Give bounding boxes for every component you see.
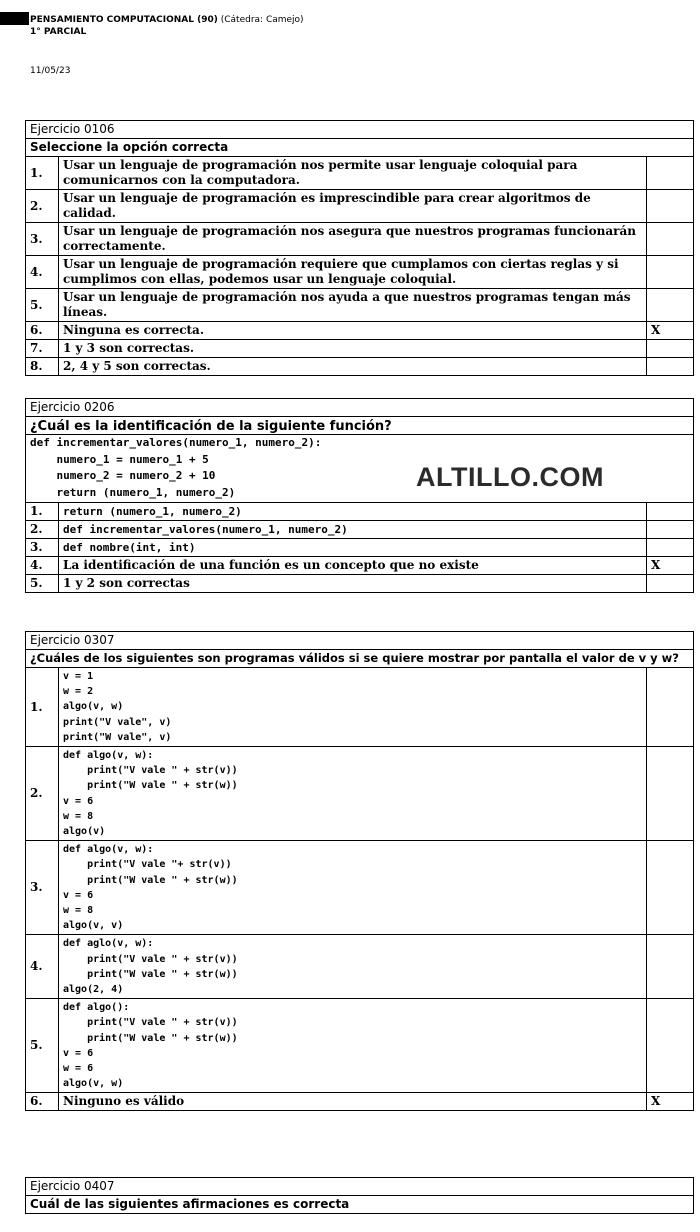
exercise-title: Ejercicio 0206 [26,399,694,417]
answer-mark [647,575,694,593]
answer-mark [647,223,694,256]
answer-mark [647,358,694,376]
exercise-title: Ejercicio 0106 [26,121,694,139]
option-number: 3. [26,223,59,256]
code-snippet: def algo(v, w): print("V vale "+ str(v)) print("W vale " + str(w)) v = 6 w = 8 algo(v, v) [63,844,238,932]
exercise-question: Cuál de las siguientes afirmaciones es correcta [26,1196,694,1214]
code-snippet: v = 1 w = 2 algo(v, w) print("V vale", v) print("W vale", v) [63,671,172,743]
option-row [26,289,694,322]
exercise-0206-table [25,398,694,593]
option-number: 5. [26,575,59,593]
option-text: def nombre(int, int) [59,539,647,557]
option-row [26,340,694,358]
answer-mark [647,521,694,539]
option-text: Usar un lenguaje de programación es imprescindible para crear algoritmos de calidad. [59,190,647,223]
answer-mark [647,999,694,1093]
answer-mark [647,747,694,841]
answer-mark [647,190,694,223]
option-row [26,575,694,593]
option-row [26,503,694,521]
option-number: 1. [26,157,59,190]
option-row [26,557,694,575]
answer-mark: X [647,322,694,340]
option-text: Usar un lenguaje de programación requiere que cumplamos con ciertas reglas y si cumplimos con ellas, podemos usar un lenguaje coloquial. [59,256,647,289]
option-number: 2. [26,521,59,539]
code-block: def incrementar_valores(numero_1, numero_2): numero_1 = numero_1 + 5 numero_2 = numero_2 + 10 return (numero_1, numero_2) [30,436,322,499]
answer-mark [647,256,694,289]
code-snippet: def algo(): print("V vale " + str(v)) print("W vale " + str(w)) v = 6 w = 6 algo(v, w) [63,1002,238,1090]
option-row [26,841,694,935]
answer-mark: X [647,557,694,575]
option-number: 1. [26,668,59,747]
option-row [26,539,694,557]
exercise-0407-table [25,1177,694,1214]
answer-mark: X [647,1093,694,1111]
option-number: 6. [26,1093,59,1111]
answer-mark [647,539,694,557]
exercise-question: Seleccione la opción correcta [26,139,694,157]
answer-mark [647,935,694,999]
option-row [26,999,694,1093]
option-number: 4. [26,935,59,999]
option-row [26,935,694,999]
option-number: 6. [26,322,59,340]
option-text: return (numero_1, numero_2) [59,503,647,521]
option-text: Usar un lenguaje de programación nos ayuda a que nuestros programas tengan más líneas. [59,289,647,322]
option-row [26,668,694,747]
exercise-question: ¿Cuál es la identificación de la siguiente función? [26,417,694,435]
exercise-0307-table [25,631,694,1111]
option-row [26,1093,694,1111]
answer-mark [647,157,694,190]
option-number: 2. [26,190,59,223]
option-row [26,521,694,539]
option-number: 4. [26,557,59,575]
code-cell [59,668,647,747]
exercise-title: Ejercicio 0307 [26,632,694,650]
option-text: def incrementar_valores(numero_1, numero_2) [59,521,647,539]
code-snippet: def algo(v, w): print("V vale " + str(v)) print("W vale " + str(w)) v = 6 w = 8 algo(v) [63,750,238,838]
option-text: 1 y 2 son correctas [59,575,647,593]
exam-name: 1° PARCIAL [30,27,87,37]
code-snippet: def aglo(v, w): print("V vale " + str(v)) print("W vale " + str(w)) algo(2, 4) [63,938,238,996]
answer-mark [647,503,694,521]
option-number: 2. [26,747,59,841]
code-cell [59,935,647,999]
black-bar [0,12,29,25]
option-text: Usar un lenguaje de programación nos permite usar lenguaje coloquial para comunicarnos con la computadora. [59,157,647,190]
option-number: 1. [26,503,59,521]
option-text: Ninguna es correcta. [59,322,647,340]
answer-mark [647,289,694,322]
option-number: 5. [26,999,59,1093]
option-row [26,223,694,256]
option-number: 4. [26,256,59,289]
exercise-title: Ejercicio 0407 [26,1178,694,1196]
option-text: Ninguno es válido [59,1093,647,1111]
option-row [26,157,694,190]
option-number: 8. [26,358,59,376]
exercise-0106-table [25,120,694,376]
option-row [26,358,694,376]
option-text: Usar un lenguaje de programación nos asegura que nuestros programas funcionarán correctamente. [59,223,647,256]
option-row [26,747,694,841]
option-number: 3. [26,539,59,557]
document-header [30,14,304,38]
course-title: PENSAMIENTO COMPUTACIONAL (90) [30,15,218,25]
code-cell [59,841,647,935]
watermark: ALTILLO.COM [416,462,604,492]
option-number: 5. [26,289,59,322]
answer-mark [647,668,694,747]
option-row [26,256,694,289]
answer-mark [647,340,694,358]
exam-date: 11/05/23 [30,66,71,76]
option-text: La identificación de una función es un concepto que no existe [59,557,647,575]
option-number: 7. [26,340,59,358]
answer-mark [647,841,694,935]
option-text: 1 y 3 son correctas. [59,340,647,358]
option-row [26,190,694,223]
code-cell [59,747,647,841]
exercise-question: ¿Cuáles de los siguientes son programas válidos si se quiere mostrar por pantalla el valor de v y w? [26,650,694,668]
chair-name: (Cátedra: Camejo) [220,15,304,25]
option-row [26,322,694,340]
code-cell [59,999,647,1093]
option-text: 2, 4 y 5 son correctas. [59,358,647,376]
option-number: 3. [26,841,59,935]
